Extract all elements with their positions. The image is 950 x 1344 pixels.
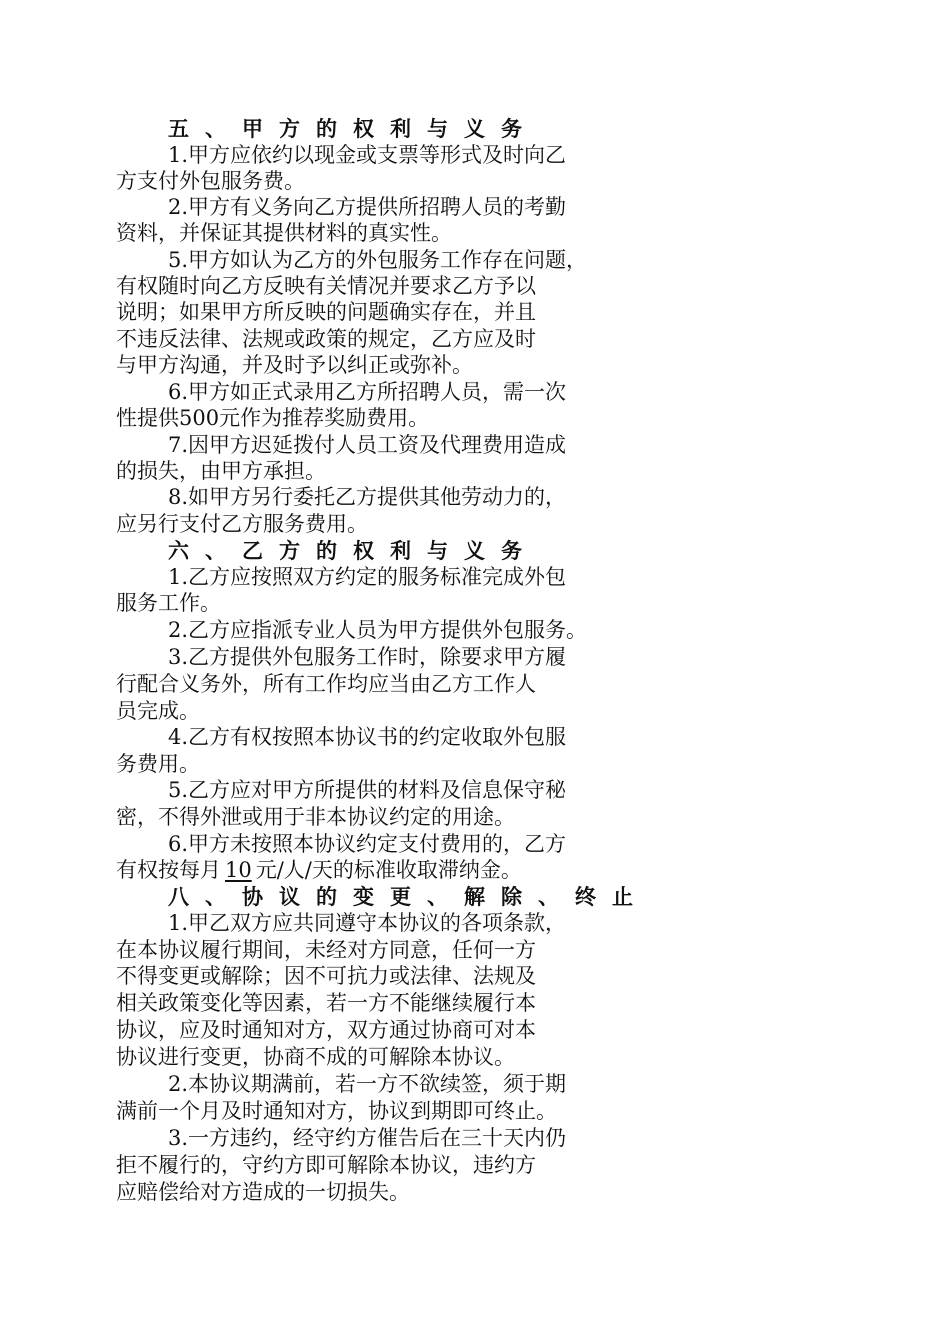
paragraph-line: 6.甲方如正式录用乙方所招聘人员，需一次 — [168, 380, 567, 404]
paragraph-line: 说明；如果甲方所反映的问题确实存在，并且 — [116, 300, 536, 324]
paragraph-line: 协议进行变更，协商不成的可解除本协议。 — [116, 1045, 515, 1069]
paragraph-line: 8.如甲方另行委托乙方提供其他劳动力的， — [168, 485, 567, 509]
paragraph-line: 性提供500元作为推荐奖励费用。 — [116, 406, 430, 430]
paragraph-line: 1.甲乙双方应共同遵守本协议的各项条款， — [168, 911, 567, 935]
paragraph-line: 4.乙方有权按照本协议书的约定收取外包服 — [168, 725, 567, 749]
paragraph-line: 2.乙方应指派专业人员为甲方提供外包服务。 — [168, 618, 588, 642]
paragraph-line: 在本协议履行期间，未经对方同意，任何一方 — [116, 938, 536, 962]
paragraph-line: 3.一方违约，经守约方催告后在三十天内仍 — [168, 1126, 567, 1150]
paragraph-line: 2.本协议期满前，若一方不欲续签，须于期 — [168, 1072, 567, 1096]
paragraph-line: 1.乙方应按照双方约定的服务标准完成外包 — [168, 565, 567, 589]
paragraph-line: 6.甲方未按照本协议约定支付费用的，乙方 — [168, 832, 567, 856]
paragraph-line: 行配合义务外，所有工作均应当由乙方工作人 — [116, 672, 536, 696]
section-heading: 六、乙方的权利与义务 — [168, 538, 538, 563]
paragraph-line: 拒不履行的，守约方即可解除本协议，违约方 — [116, 1153, 536, 1177]
paragraph-line: 方支付外包服务费。 — [116, 169, 305, 193]
paragraph-line: 应另行支付乙方服务费用。 — [116, 512, 368, 536]
late-fee-amount: 10 — [225, 858, 252, 882]
section-heading: 五、甲方的权利与义务 — [168, 116, 538, 141]
paragraph-line: 2.甲方有义务向乙方提供所招聘人员的考勤 — [168, 195, 567, 219]
paragraph-line: 与甲方沟通，并及时予以纠正或弥补。 — [116, 353, 473, 377]
paragraph-line: 不违反法律、法规或政策的规定，乙方应及时 — [116, 327, 536, 351]
paragraph-line: 7.因甲方迟延拨付人员工资及代理费用造成 — [168, 433, 567, 457]
paragraph-line: 应赔偿给对方造成的一切损失。 — [116, 1180, 410, 1204]
paragraph-line: 3.乙方提供外包服务工作时，除要求甲方履 — [168, 645, 567, 669]
paragraph-line: 资料，并保证其提供材料的真实性。 — [116, 221, 452, 245]
paragraph-line: 相关政策变化等因素，若一方不能继续履行本 — [116, 991, 536, 1015]
late-fee-text-after: 元/人/天的标准收取滞纳金。 — [255, 858, 522, 882]
paragraph-line: 协议，应及时通知对方，双方通过协商可对本 — [116, 1018, 536, 1042]
paragraph-line: 员完成。 — [116, 699, 200, 723]
paragraph-line: 1.甲方应依约以现金或支票等形式及时向乙 — [168, 143, 567, 167]
late-fee-line — [116, 857, 836, 883]
paragraph-line: 的损失，由甲方承担。 — [116, 459, 326, 483]
late-fee-text-before: 有权按每月 — [116, 858, 221, 882]
paragraph-line: 5.乙方应对甲方所提供的材料及信息保守秘 — [168, 778, 567, 802]
paragraph-line: 密，不得外泄或用于非本协议约定的用途。 — [116, 805, 515, 829]
paragraph-line: 服务工作。 — [116, 591, 221, 615]
section-heading: 八、协议的变更、解除、终止 — [168, 884, 649, 909]
paragraph-line: 满前一个月及时通知对方，协议到期即可终止。 — [116, 1099, 557, 1123]
paragraph-line: 有权随时向乙方反映有关情况并要求乙方予以 — [116, 274, 536, 298]
paragraph-line: 5.甲方如认为乙方的外包服务工作存在问题， — [168, 248, 588, 272]
paragraph-line: 务费用。 — [116, 752, 200, 776]
paragraph-line: 不得变更或解除；因不可抗力或法律、法规及 — [116, 964, 536, 988]
